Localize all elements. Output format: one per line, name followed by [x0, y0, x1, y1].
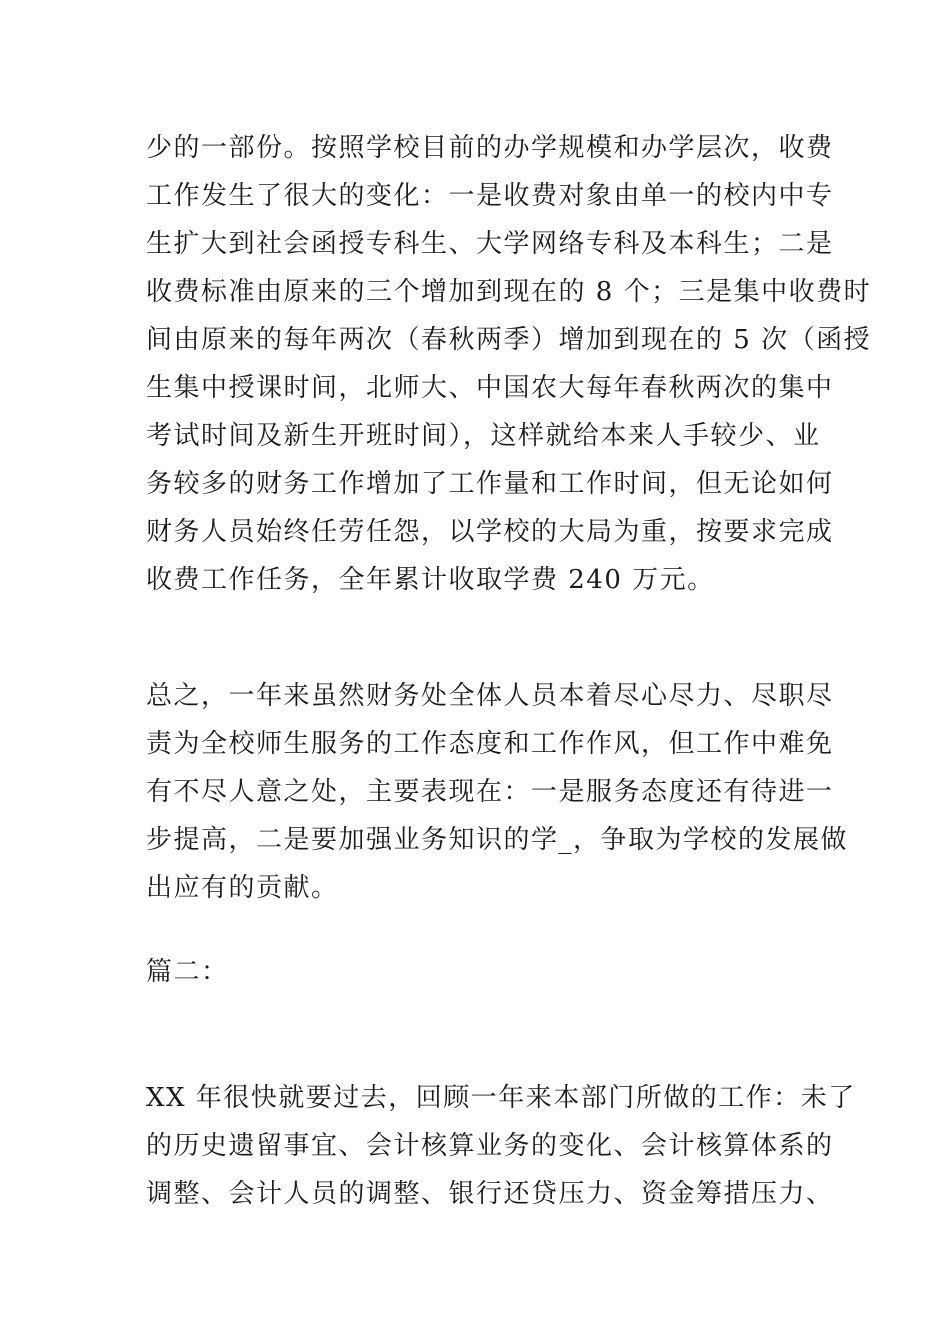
text-line: 步提高，二是要加强业务知识的学_，争取为学校的发展做: [146, 825, 849, 855]
paragraph-tuition-collection: [146, 124, 872, 604]
text-line: 务较多的财务工作增加了工作量和工作时间，但无论如何: [146, 469, 834, 499]
text-line: 有不尽人意之处，主要表现在：一是服务态度还有待进一: [146, 777, 834, 807]
text-line: 收费标准由原来的三个增加到现在的 8 个；三是集中收费时: [146, 277, 872, 307]
text-line: 生扩大到社会函授专科生、大学网络专科及本科生；二是: [146, 229, 834, 259]
heading-text: 篇二：: [146, 957, 229, 987]
text-line: 间由原来的每年两次（春秋两季）增加到现在的 5 次（函授: [146, 325, 872, 355]
section-heading: [146, 948, 810, 996]
paragraph-part-two-intro: [146, 1074, 856, 1218]
text-line: 责为全校师生服务的工作态度和工作作风，但工作中难免: [146, 729, 834, 759]
text-line: 生集中授课时间，北师大、中国农大每年春秋两次的集中: [146, 373, 834, 403]
text-line: 工作发生了很大的变化：一是收费对象由单一的校内中专: [146, 181, 834, 211]
text-line: 收费工作任务，全年累计收取学费 240 万元。: [146, 565, 715, 595]
paragraph-summary: [146, 672, 849, 912]
text-line: 调整、会计人员的调整、银行还贷压力、资金筹措压力、: [146, 1179, 834, 1209]
text-line: 总之，一年来虽然财务处全体人员本着尽心尽力、尽职尽: [146, 681, 834, 711]
text-line: 财务人员始终任劳任怨，以学校的大局为重，按要求完成: [146, 517, 834, 547]
text-line: 出应有的贡献。: [146, 873, 339, 903]
text-line: XX 年很快就要过去，回顾一年来本部门所做的工作：未了: [146, 1083, 856, 1113]
text-line: 少的一部份。按照学校目前的办学规模和办学层次，收费: [146, 133, 834, 163]
text-line: 的历史遗留事宜、会计核算业务的变化、会计核算体系的: [146, 1131, 834, 1161]
text-line: 考试时间及新生开班时间），这样就给本来人手较少、业: [146, 421, 821, 451]
